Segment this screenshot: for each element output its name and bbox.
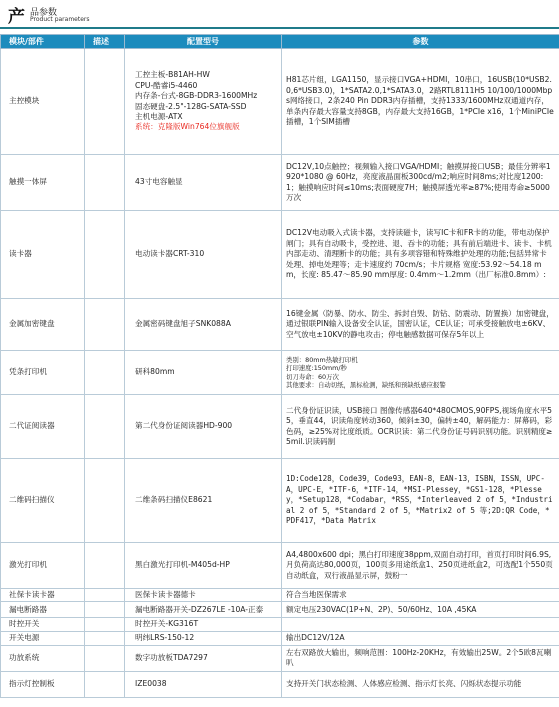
cell-description <box>85 351 125 395</box>
cell-params <box>282 351 559 395</box>
cell-params: 支持开关门状态检测、人体感应检测、指示灯长亮、闪烁状态提示功能 <box>282 671 559 697</box>
cell-config: 时控开关-KG316T <box>125 618 282 631</box>
table-row <box>1 49 559 155</box>
cell-module: 功放系统 <box>1 645 85 671</box>
cell-params: 额定电压230VAC(1P+N、2P)、50/60Hz、10A ,45KA <box>282 602 559 618</box>
cell-config: 43寸电容触显 <box>125 155 282 211</box>
table-row <box>1 631 559 645</box>
header-logo-char: 产 <box>8 7 24 27</box>
cell-description <box>85 459 125 543</box>
cell-params: DC12V电动吸入式读卡器，支持读磁卡，读写IC卡和FR卡的功能，带电动保护闸门；具有自动吸卡，受控进、退、吞卡的功能；具有前后端进卡、读卡、卡机内部走动、清理断卡的功能；具有多项容错和特殊维护处理的功能;包括异常卡处理、掉电处理等；走卡速度约 70cm/s；卡片规格 宽度:53.92～54.18 mm，长度: 85.47～85.90 mm厚度: 0.4mm～1.2mm（出厂标准0.8mm）: <box>282 211 559 299</box>
param-line: 其他要求：自动切纸，黑标检测，缺纸和预缺纸感应报警 <box>286 380 446 389</box>
header-subtitle: Product parameters <box>30 16 90 23</box>
cell-module: 读卡器 <box>1 211 85 299</box>
cell-config: 医保卡读卡器德卡 <box>125 589 282 602</box>
cell-config: 明纬LRS-150-12 <box>125 631 282 645</box>
col-header-params: 参数 <box>282 35 559 49</box>
param-line: 类别：80mm热敏打印机 <box>286 355 358 364</box>
col-header-config: 配置型号 <box>125 35 282 49</box>
param-line: 打印速度:150mm/秒 <box>286 364 347 373</box>
cell-params: 输出DC12V/12A <box>282 631 559 645</box>
cell-description <box>85 589 125 602</box>
config-line: 固态硬盘-2.5"-128G-SATA-SSD <box>135 101 247 111</box>
cell-params: A4,4800x600 dpi；黑白打印速度38ppm,双面自动打印，首页打印时间6.9S,月负荷高达80,000页，100页多用途纸盒1、250页进纸盒2，可选配1个550页自动纸盒，双行液晶显示屏，鼓粉一 <box>282 543 559 589</box>
cell-params: H81芯片组，LGA1150，显示接口VGA+HDMI，10串口，16USB(10*USB2.0,6*USB3.0)，1*SATA2.0,1*SATA3.0，2路RTL8111H5 10/100/1000Mbps网络接口，2条240 Pin DDR3内存插槽，支持1333/1600MHz双通道内存，单条内存最大容量支持8GB，内存最大支持16GB，1*PCIe x16，1个MiniPCIe插槽，1个SIM插槽 <box>282 49 559 155</box>
cell-description <box>85 543 125 589</box>
cell-description <box>85 299 125 351</box>
cell-config: 研科80mm <box>125 351 282 395</box>
cell-module: 金属加密键盘 <box>1 299 85 351</box>
cell-description <box>85 671 125 697</box>
cell-description <box>85 395 125 459</box>
table-header-row <box>1 35 559 49</box>
cell-config: IZE0038 <box>125 671 282 697</box>
cell-module: 时控开关 <box>1 618 85 631</box>
cell-config: 数字功放板TDA7297 <box>125 645 282 671</box>
cell-params: DC12V,10点触控；视频输入接口VGA/HDMI；触摸屏接口USB；最佳分辨率1920*1080 @ 60Hz，亮度液晶面板300cd/m2;响应时间8ms;对比度1200:1；触摸响应时间≤10ms;表面硬度7H；触摸屏透光率≥87%;使用寿命≥5000万次 <box>282 155 559 211</box>
cell-module: 指示灯控制板 <box>1 671 85 697</box>
param-line: 切刀寿命：60万次 <box>286 372 339 381</box>
cell-description <box>85 618 125 631</box>
table-row <box>1 645 559 671</box>
config-line: CPU-酷睿i5-4460 <box>135 80 198 90</box>
cell-config: 二维条码扫描仪E8621 <box>125 459 282 543</box>
config-line: 主机电源-ATX <box>135 111 183 121</box>
table-row <box>1 459 559 543</box>
cell-description <box>85 211 125 299</box>
section-header <box>0 0 559 33</box>
cell-description <box>85 645 125 671</box>
cell-params: 左右双路放大输出，频响范围：100Hz-20KHz，有效输出25W。2个5欧8瓦喇叭 <box>282 645 559 671</box>
table-row <box>1 155 559 211</box>
table-row <box>1 671 559 697</box>
cell-params: 1D:Code128，Code39，Code93，EAN-8，EAN-13，ISBN，ISSN，UPC-A，UPC-E，*ITF-6，*ITF-14，*MSI-Plessey，*GS1-128，*Plessey，*Setup128，*Codabar，*RSS，*Interleaved 2 of 5，*Industrial 2 of 5，*Standard 2 of 5，*Matrix2 of 5 等;2D:QR Code，*PDF417，*Data Matrix <box>282 459 559 543</box>
cell-params <box>282 618 559 631</box>
cell-description <box>85 49 125 155</box>
cell-module: 触摸一体屏 <box>1 155 85 211</box>
header-divider <box>0 27 559 29</box>
cell-config: 电动读卡器CRT-310 <box>125 211 282 299</box>
cell-params: 16键金属（防暴、防水、防尘、拆封自毁、防钻、防震动、防置换）加密键盘，通过银联PIN输入设备安全认证，国密认证，CE认证；可承受接触放电±6KV、空气放电±10KV的静电攻击；停电触感数据可保存5年以上 <box>282 299 559 351</box>
cell-module: 社保卡读卡器 <box>1 589 85 602</box>
cell-config: 黑白激光打印机-M405d-HP <box>125 543 282 589</box>
cell-module: 凭条打印机 <box>1 351 85 395</box>
table-row <box>1 211 559 299</box>
cell-config <box>125 49 282 155</box>
col-header-description: 描述 <box>85 35 125 49</box>
product-parameters-table <box>0 34 559 698</box>
table-row <box>1 543 559 589</box>
table-row <box>1 351 559 395</box>
cell-config: 金属密码键盘旭子SNK088A <box>125 299 282 351</box>
config-line: 工控主板-B81AH-HW <box>135 70 210 80</box>
table-row <box>1 618 559 631</box>
cell-config: 第二代身份证阅读器HD-900 <box>125 395 282 459</box>
table-row <box>1 299 559 351</box>
cell-params: 二代身份证识读，USB接口 图像传感器640*480CMOS,90FPS,视场角度水平55，垂直44，识读角度转动360，倾斜±30，偏转±40，解码能力：屏幕码，彩色码，≥25%对比度纸质。OCR识读：第二代身份证号码识别功能。识别精度≥5mil.识读码制 <box>282 395 559 459</box>
config-line: 内存条-台式-8GB-DDR3-1600MHz <box>135 91 258 101</box>
config-system-note: 系统：克隆版Win764位旗舰版 <box>135 122 240 132</box>
cell-module: 二维码扫描仪 <box>1 459 85 543</box>
cell-module: 开关电源 <box>1 631 85 645</box>
cell-module: 激光打印机 <box>1 543 85 589</box>
table-row <box>1 395 559 459</box>
col-header-module: 模块/部件 <box>1 35 85 49</box>
cell-config: 漏电断路器开关-DZ267LE -10A-正泰 <box>125 602 282 618</box>
table-row <box>1 602 559 618</box>
cell-description <box>85 155 125 211</box>
cell-module: 二代证阅读器 <box>1 395 85 459</box>
cell-description <box>85 602 125 618</box>
cell-params: 符合当地医保需求 <box>282 589 559 602</box>
table-row <box>1 589 559 602</box>
header-title: 品参数 <box>30 8 58 18</box>
cell-module: 漏电断路器 <box>1 602 85 618</box>
cell-module: 主控模块 <box>1 49 85 155</box>
cell-description <box>85 631 125 645</box>
